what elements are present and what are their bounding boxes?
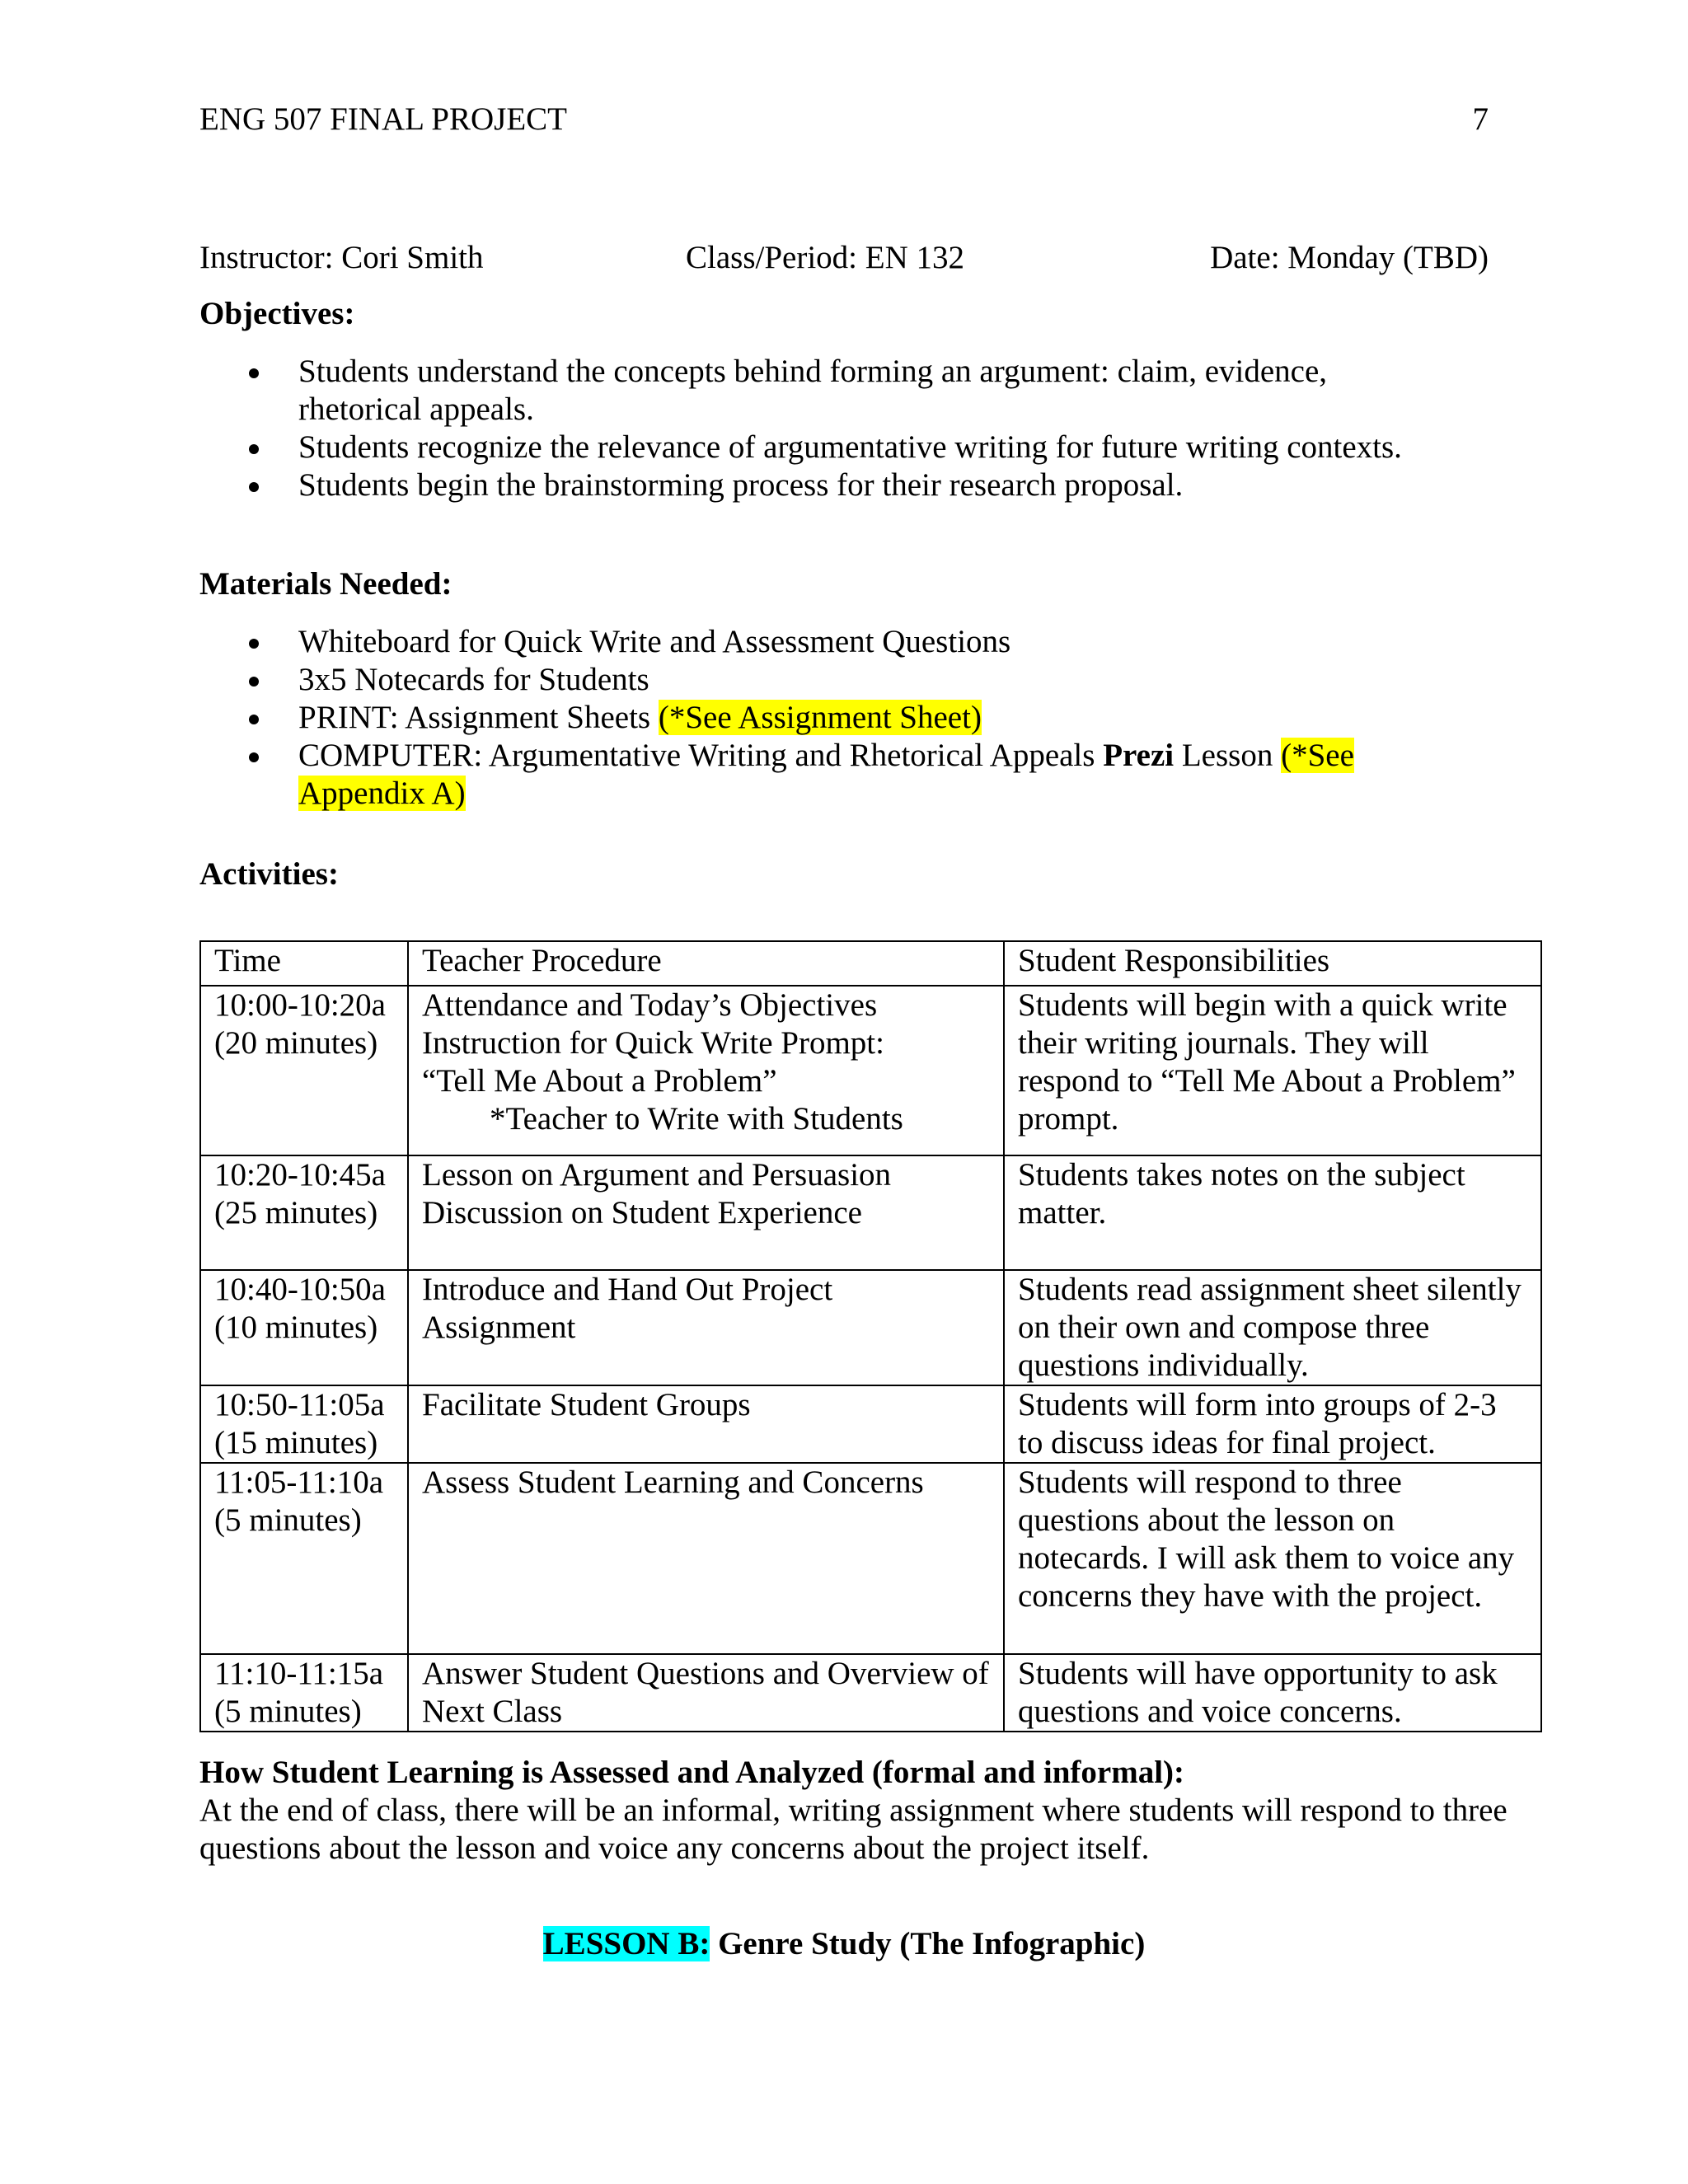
course-title: ENG 507 FINAL PROJECT: [199, 101, 567, 137]
duration: (5 minutes): [214, 1694, 362, 1729]
teacher-cell: [408, 1155, 1004, 1270]
table-row: [200, 1155, 1541, 1270]
teacher-line: Attendance and Today’s Objectives: [422, 987, 878, 1023]
student-cell: Students will begin with a quick write their writing journals. They will respond to “Tell Me About a Problem” prompt.: [1004, 986, 1541, 1155]
time-cell: [200, 1385, 408, 1463]
lesson-meta-row: [199, 239, 1489, 277]
teacher-cell: [408, 986, 1004, 1155]
time-cell: [200, 1654, 408, 1732]
teacher-line: *Teacher to Write with Students: [490, 1101, 903, 1137]
lesson-b-title: [0, 1925, 1688, 1963]
time-range: 11:10-11:15a: [214, 1656, 384, 1691]
table-row: [200, 1270, 1541, 1385]
objectives-list: [199, 353, 1436, 504]
student-cell: Students takes notes on the subject matter.: [1004, 1155, 1541, 1270]
list-item: 3x5 Notecards for Students: [199, 661, 1436, 699]
material-text: PRINT: Assignment Sheets: [298, 700, 659, 735]
activities-heading: Activities:: [199, 856, 339, 892]
duration: (15 minutes): [214, 1425, 378, 1460]
duration: (5 minutes): [214, 1502, 362, 1538]
teacher-cell: Assess Student Learning and Concerns: [408, 1463, 1004, 1654]
student-cell: Students will respond to three questions about the lesson on notecards. I will ask them to voice any concerns they have with the project.: [1004, 1463, 1541, 1654]
list-item: Students recognize the relevance of argumentative writing for future writing contexts.: [199, 429, 1436, 466]
student-cell: Students will have opportunity to ask questions and voice concerns.: [1004, 1654, 1541, 1732]
student-cell: Students read assignment sheet silently on their own and compose three questions individually.: [1004, 1270, 1541, 1385]
lesson-b-subtitle: Genre Study (The Infographic): [710, 1926, 1146, 1961]
time-range: 11:05-11:10a: [214, 1465, 384, 1500]
time-cell: [200, 1270, 408, 1385]
materials-list: [199, 623, 1436, 813]
list-item: [199, 737, 1436, 813]
running-head: [199, 101, 1489, 138]
duration: (10 minutes): [214, 1310, 378, 1345]
material-text: COMPUTER: Argumentative Writing and Rhetorical Appeals: [298, 738, 1104, 773]
bold-term: Prezi: [1103, 738, 1175, 773]
duration: (20 minutes): [214, 1025, 378, 1061]
assessment-heading: How Student Learning is Assessed and Analyzed (formal and informal):: [199, 1755, 1185, 1790]
highlighted-reference: (*See Appendix A): [298, 738, 1354, 811]
time-cell: [200, 986, 408, 1155]
materials-heading: Materials Needed:: [199, 566, 452, 602]
table-row: [200, 986, 1541, 1155]
table-row: [200, 1654, 1541, 1732]
list-item: [199, 699, 1436, 737]
teacher-line: Instruction for Quick Write Prompt:: [422, 1025, 884, 1061]
time-range: 10:40-10:50a: [214, 1272, 386, 1307]
teacher-cell: Answer Student Questions and Overview of Next Class: [408, 1654, 1004, 1732]
lesson-b-label: LESSON B:: [542, 1926, 710, 1961]
page-number: 7: [1472, 101, 1489, 137]
material-text: Lesson: [1174, 738, 1282, 773]
teacher-line: Lesson on Argument and Persuasion: [422, 1157, 892, 1193]
table-row: [200, 1385, 1541, 1463]
objectives-heading: Objectives:: [199, 296, 355, 331]
date-field: Date: Monday (TBD): [1210, 240, 1489, 275]
column-header: Time: [200, 941, 408, 986]
list-item: Whiteboard for Quick Write and Assessment Questions: [199, 623, 1436, 661]
table-row: [200, 1463, 1541, 1654]
assessment-paragraph: At the end of class, there will be an informal, writing assignment where students will respond to three questions about the lesson and voice any concerns about the project itself.: [199, 1793, 1507, 1866]
duration: (25 minutes): [214, 1195, 378, 1230]
activities-table: [199, 940, 1542, 1732]
list-item: Students understand the concepts behind forming an argument: claim, evidence, rhetorical appeals.: [199, 353, 1436, 429]
student-cell: Students will form into groups of 2-3 to discuss ideas for final project.: [1004, 1385, 1541, 1463]
highlighted-reference: (*See Assignment Sheet): [658, 700, 982, 735]
time-range: 10:50-11:05a: [214, 1387, 385, 1422]
time-cell: [200, 1463, 408, 1654]
teacher-cell: Introduce and Hand Out Project Assignment: [408, 1270, 1004, 1385]
time-range: 10:20-10:45a: [214, 1157, 386, 1193]
column-header: Student Responsibilities: [1004, 941, 1541, 986]
time-range: 10:00-10:20a: [214, 987, 386, 1023]
time-cell: [200, 1155, 408, 1270]
teacher-cell: Facilitate Student Groups: [408, 1385, 1004, 1463]
table-header-row: [200, 941, 1541, 986]
teacher-line: “Tell Me About a Problem”: [422, 1063, 777, 1099]
class-period-field: Class/Period: EN 132: [686, 240, 964, 275]
instructor-field: Instructor: Cori Smith: [199, 240, 484, 275]
column-header: Teacher Procedure: [408, 941, 1004, 986]
list-item: Students begin the brainstorming process for their research proposal.: [199, 466, 1436, 504]
teacher-line: Discussion on Student Experience: [422, 1195, 862, 1230]
